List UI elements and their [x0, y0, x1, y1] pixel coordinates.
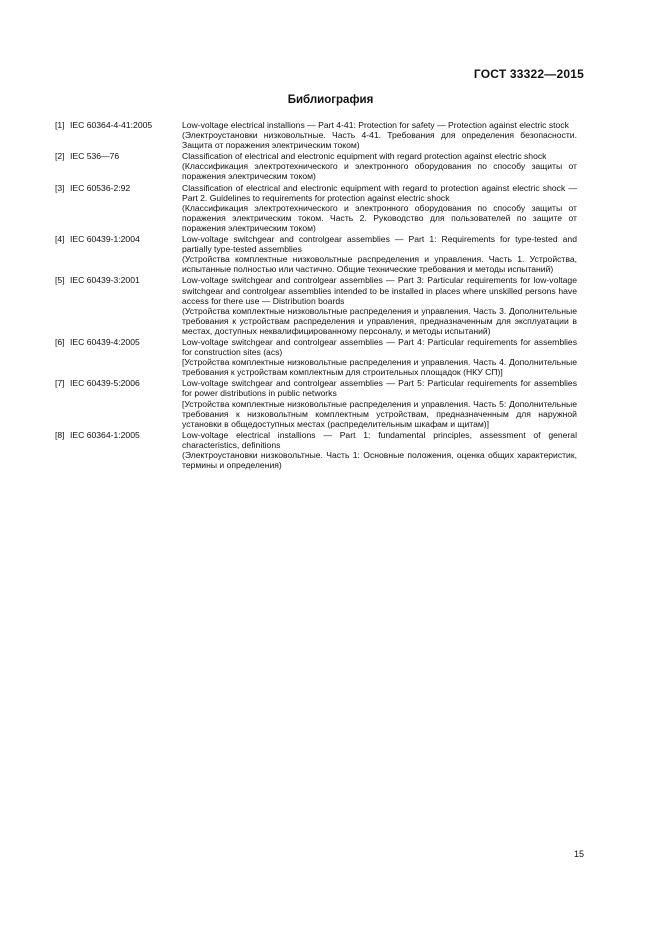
- bibliography-entry: [55, 183, 577, 233]
- entry-reference: [55, 337, 182, 377]
- bibliography-entry: [55, 430, 577, 470]
- entry-standard-code: IEC 60439-5:2006: [70, 378, 140, 389]
- page-title: Библиография: [287, 94, 374, 106]
- entry-standard-code: IEC 60439-4:2005: [70, 336, 140, 347]
- entry-reference: [55, 430, 182, 470]
- entry-number: [8]: [55, 429, 65, 440]
- entry-reference: [55, 234, 182, 274]
- entry-russian-title: (Устройства комплектные низковольтные распределения и управления. Часть 3. Дополнительные требования к устройствам распределения и управления, предназначенным для эксплуатации в местах, доступных неквалифицированному персоналу, и методы испытаний): [182, 305, 577, 336]
- entry-description: [182, 275, 577, 336]
- entry-standard-code: IEC 60364-1:2005: [70, 429, 140, 440]
- entry-english-title: Low-voltage switchgear and controlgear assemblies — Part 5: Particular requirements for assemblies for power distributions in public networks: [182, 378, 577, 399]
- entry-russian-title: [Устройства комплектные низковольтные распределения и управления. Часть 4. Дополнительные требования к устройствам комплектным для строительных площадок (НКУ СП)]: [182, 357, 577, 378]
- entry-reference: [55, 183, 182, 233]
- entry-description: [182, 234, 577, 274]
- entry-description: [182, 120, 577, 150]
- entry-russian-title: (Классификация электротехнического и электронного оборудования по способу защиты от поражения электрическим током): [182, 161, 577, 182]
- entry-description: [182, 378, 577, 428]
- bibliography-entry: [55, 120, 577, 150]
- entry-description: [182, 430, 577, 470]
- document-standard-number: ГОСТ 33322—2015: [473, 67, 584, 81]
- entry-english-title: Low-voltage switchgear and controlgear assemblies — Part 4: Particular requirements for assemblies for construction sites (acs): [182, 336, 577, 358]
- entry-standard-code: IEC 60364-4-41:2005: [70, 120, 153, 130]
- entry-russian-title: (Электроустановки низковольтные. Часть 4-41. Требования для определения безопасности. Защита от поражения электрическим током): [182, 130, 577, 151]
- entry-number: [3]: [55, 182, 65, 193]
- page-number: 15: [573, 849, 584, 859]
- entry-standard-code: IEC 536—76: [70, 151, 120, 162]
- entry-standard-code: IEC 60439-1:2004: [70, 234, 140, 245]
- bibliography-entry: [55, 234, 577, 274]
- entry-reference: [55, 275, 182, 336]
- entry-reference: [55, 151, 182, 181]
- bibliography-entry: [55, 378, 577, 428]
- entry-reference: [55, 378, 182, 428]
- entry-english-title: Low-voltage switchgear and controlgear assemblies — Part 3: Particular requirements for low-voltage switchgear and controlgear assemblies intended to be installed in places where unskilled persons have access for there use — Distribution boards: [182, 275, 577, 306]
- entry-number: [6]: [55, 336, 65, 347]
- entry-description: [182, 151, 577, 181]
- entry-number: [2]: [55, 151, 65, 162]
- entry-english-title: Classification of electrical and electronic equipment with regard to protection against electric shock — Part 2. Guidelines to requirements for protection against electric shock: [182, 182, 577, 203]
- entry-russian-title: (Классификация электротехнического и электронного оборудования по способу защиты от поражения электрическим током. Часть 2. Руководство для пользователей по защите от поражения электрическим током): [182, 202, 577, 233]
- bibliography-entry: [55, 151, 577, 181]
- entry-russian-title: (Электроустановки низковольтные. Часть 1: Основные положения, оценка общих характеристик, термины и определения): [182, 450, 577, 471]
- entry-description: [182, 337, 577, 377]
- entry-standard-code: IEC 60536-2:92: [70, 182, 131, 193]
- entry-english-title: Low-voltage electrical installions — Part 4-41: Protection for safety — Protection against electric stock: [182, 120, 569, 130]
- entry-number: [1]: [55, 120, 65, 130]
- bibliography-entry: [55, 337, 577, 377]
- entry-english-title: Low-voltage electrical installions — Part 1: fundamental principles, assessment of general characteristics, definitions: [182, 429, 577, 450]
- entry-number: [4]: [55, 234, 65, 245]
- entry-number: [5]: [55, 275, 65, 286]
- entry-reference: [55, 120, 182, 150]
- entry-russian-title: (Устройства комплектные низковольтные распределения и управления. Часть 1. Устройства, испытанные полностью или частично. Общие технические требования и методы испытаний): [182, 254, 577, 275]
- entry-english-title: Classification of electrical and electronic equipment with regard protection against electric shock: [182, 151, 547, 162]
- entry-english-title: Low-voltage switchgear and controlgear assemblies — Part 1: Requirements for type-tested and partially type-tested assemblies: [182, 234, 577, 255]
- entry-russian-title: [Устройства комплектные низковольтные распределения и управления. Часть 5: Дополнительные требования к низковольтным комплектным устройствам, предназначенным для наружной установки в общедоступных местах (распределительным шкафам и щитам)]: [182, 398, 577, 429]
- bibliography-entry: [55, 275, 577, 336]
- entry-standard-code: IEC 60439-3:2001: [70, 275, 140, 286]
- entry-number: [7]: [55, 378, 65, 389]
- entry-description: [182, 183, 577, 233]
- bibliography-list: [55, 120, 577, 471]
